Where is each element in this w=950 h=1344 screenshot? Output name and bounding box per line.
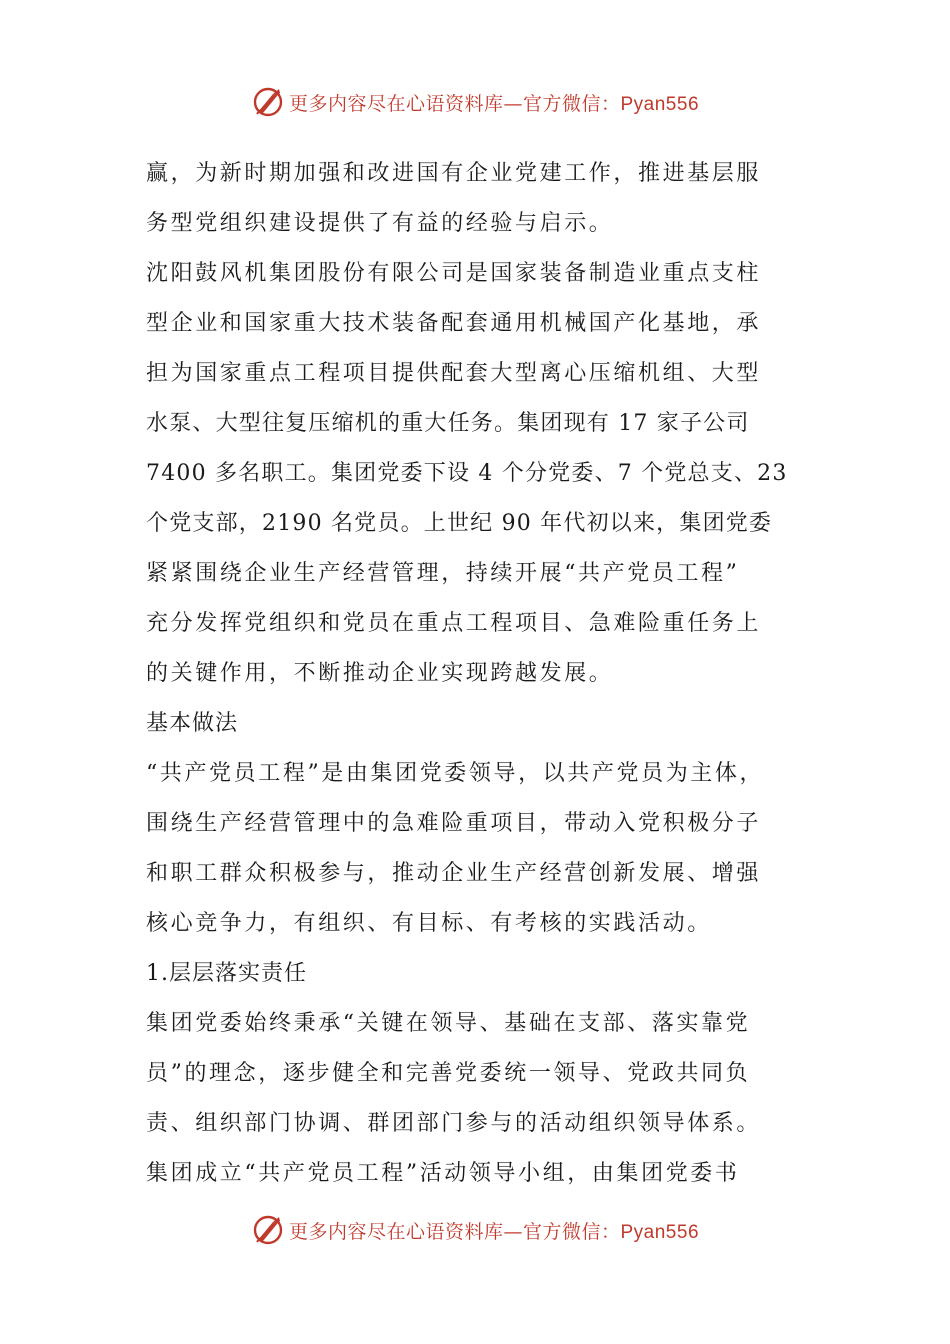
header-banner bbox=[0, 82, 950, 122]
body-line-18: 集团党委始终秉承“关键在领导、基础在支部、落实靠党 bbox=[146, 1011, 751, 1036]
body-line-15: 和职工群众积极参与，推动企业生产经营创新发展、增强 bbox=[146, 861, 762, 886]
body-line-3: 沈阳鼓风机集团股份有限公司是国家装备制造业重点支柱 bbox=[146, 261, 762, 286]
body-line-21: 集团成立“共产党员工程”活动领导小组，由集团党委书 bbox=[146, 1161, 740, 1186]
quill-pen-logo-icon bbox=[251, 1213, 285, 1247]
body-line-16: 核心竞争力，有组织、有目标、有考核的实践活动。 bbox=[146, 911, 712, 936]
footer-banner-main: 更多内容尽在心语资料库—官方微信： bbox=[288, 1220, 621, 1243]
header-banner-main: 更多内容尽在心语资料库—官方微信： bbox=[288, 92, 621, 115]
body-line-13: “共产党员工程”是由集团党委领导，以共产党员为主体， bbox=[146, 761, 765, 786]
body-line-6: 水泵、大型往复压缩机的重大任务。集团现有 17 家子公司 bbox=[146, 411, 750, 436]
body-line-20: 责、组织部门协调、群团部门参与的活动组织领导体系。 bbox=[146, 1111, 762, 1136]
body-line-5: 担为国家重点工程项目提供配套大型离心压缩机组、大型 bbox=[146, 361, 762, 386]
section-heading-basic-practice: 基本做法 bbox=[146, 711, 239, 736]
footer-banner bbox=[0, 1210, 950, 1250]
header-banner-inner bbox=[251, 85, 699, 119]
header-banner-wechat: Pyan556 bbox=[620, 93, 700, 115]
body-line-9: 紧紧围绕企业生产经营管理，持续开展“共产党员工程” bbox=[146, 561, 740, 586]
subheading-responsibility: 1.层层落实责任 bbox=[146, 961, 307, 986]
body-line-4: 型企业和国家重大技术装备配套通用机械国产化基地，承 bbox=[146, 311, 762, 336]
footer-banner-text bbox=[289, 1217, 699, 1244]
body-line-19: 员”的理念，逐步健全和完善党委统一领导、党政共同负 bbox=[146, 1061, 751, 1086]
footer-banner-inner bbox=[251, 1213, 699, 1247]
header-banner-text bbox=[289, 89, 699, 116]
body-line-2: 务型党组织建设提供了有益的经验与启示。 bbox=[146, 211, 614, 236]
body-line-11: 的关键作用，不断推动企业实现跨越发展。 bbox=[146, 661, 614, 686]
body-line-7: 7400 多名职工。集团党委下设 4 个分党委、7 个党总支、23 bbox=[146, 461, 788, 486]
body-line-8: 个党支部，2190 名党员。上世纪 90 年代初以来，集团党委 bbox=[146, 511, 773, 536]
document-body bbox=[146, 149, 816, 1199]
body-line-14: 围绕生产经营管理中的急难险重项目，带动入党积极分子 bbox=[146, 811, 762, 836]
quill-pen-logo-icon bbox=[251, 85, 285, 119]
body-line-10: 充分发挥党组织和党员在重点工程项目、急难险重任务上 bbox=[146, 611, 762, 636]
footer-banner-wechat: Pyan556 bbox=[620, 1221, 700, 1243]
body-line-1: 赢，为新时期加强和改进国有企业党建工作，推进基层服 bbox=[146, 161, 762, 186]
